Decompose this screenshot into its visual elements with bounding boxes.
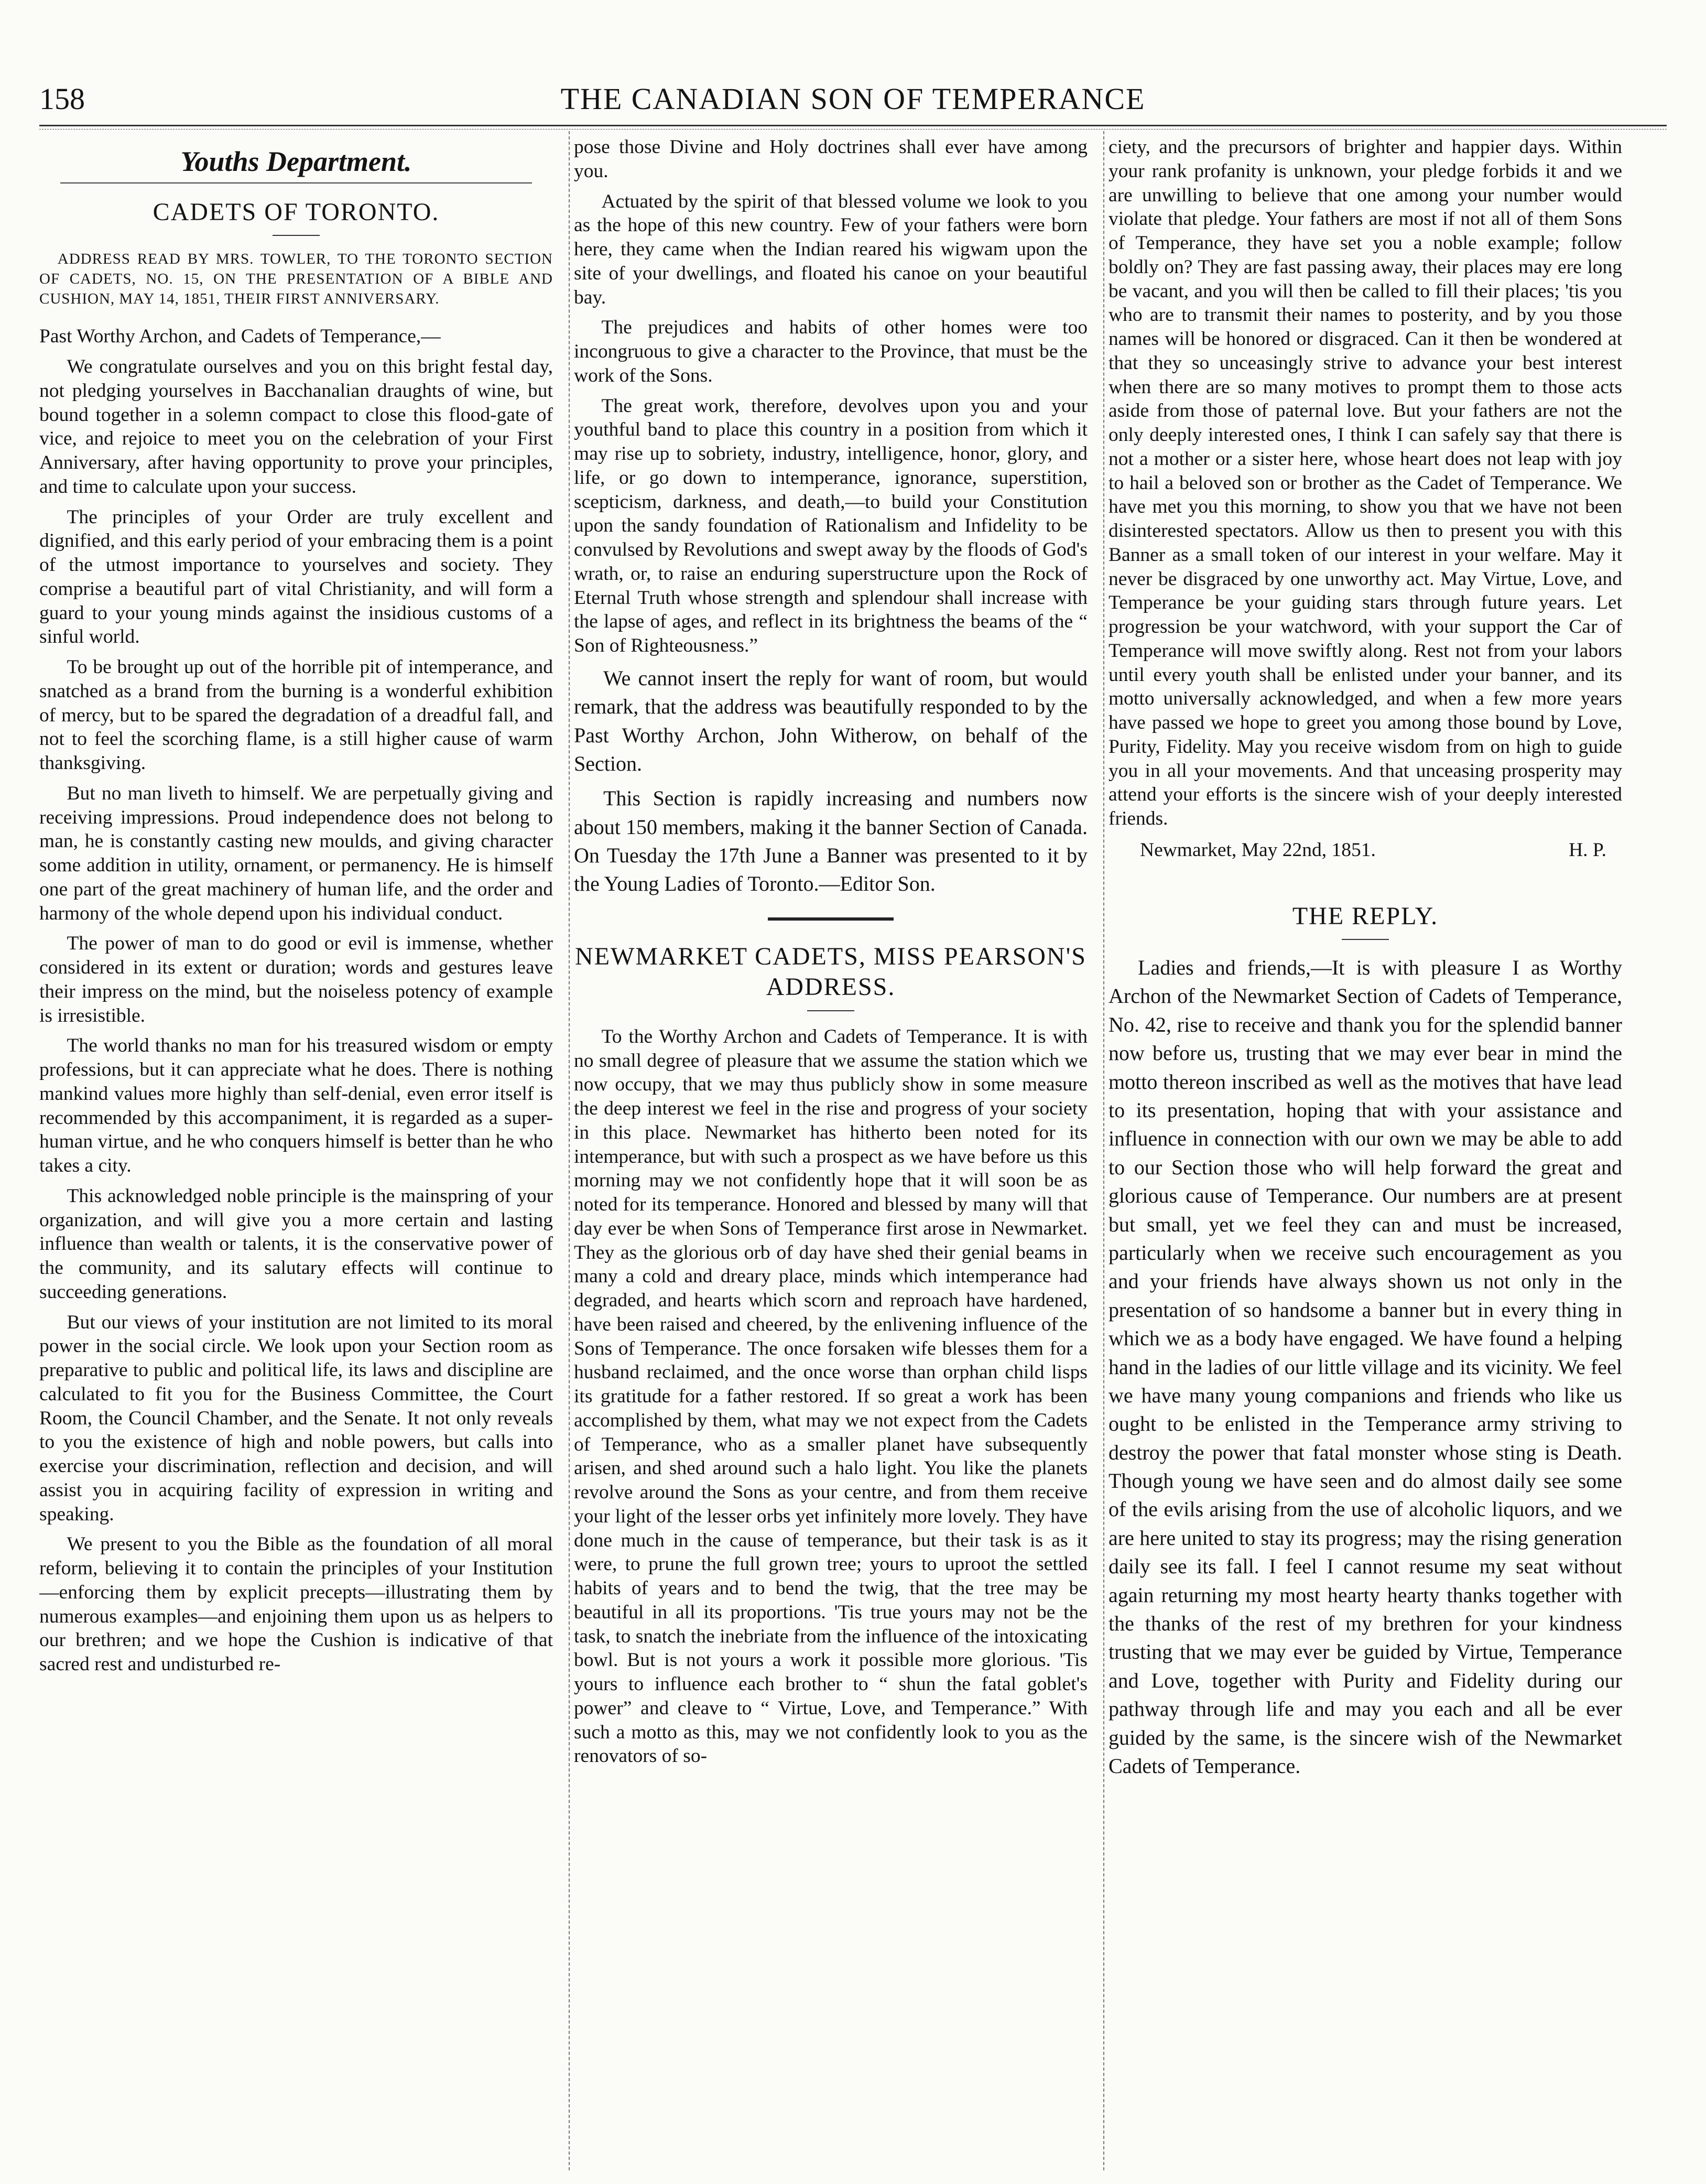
paragraph: The power of man to do good or evil is immense, whether considered in its extent or duration; words and gestures leave their impress on the mind, but the noiseless potency of example is irresistible. bbox=[39, 933, 553, 1026]
signature-line bbox=[1109, 838, 1622, 862]
paragraph: The prejudices and habits of other homes were too incongruous to give a character to the Province, that must be the work of the Sons. bbox=[574, 317, 1088, 386]
header-rule bbox=[39, 125, 1667, 126]
paragraph: The great work, therefore, devolves upon you and your youthful band to place this country in a position from which it may rise up to sobriety, industry, intelligence, honor, glory, and life, or go down to intemperance, ignorance, superstition, scepticism, darkness, and death,—to build your Constitution upon the sandy foundation of Rationalism and Infidelity to be convulsed by Revolutions and swept away by the floods of God's wrath, or, to raise an enduring superstructure upon the Rock of Eternal Truth whose strength and splendour shall increase with the lapse of ages, and reflect in its brightness the beams of the “ Son of Righteousness.” bbox=[574, 395, 1088, 656]
section-rule bbox=[768, 917, 894, 921]
signature-place-date: Newmarket, May 22nd, 1851. bbox=[1140, 839, 1376, 861]
department-heading: Youths Department. bbox=[180, 146, 412, 177]
paragraph: ciety, and the precursors of brighter and happier days. Within your rank profanity is unknown, your pledge forbids it and we are unwilling to believe that one among your number would violate that pledge. Your fathers are most if not all of them Sons of Temperance, they have set you a noble example; follow boldly on? They are fast passing away, their places may ere long be vacant, and you will then be called to fill their places; 'tis you who are to transmit their names to posterity, and by you those names will be honored or disgraced. Can it then be wondered at that they so unceasingly strive to advance your best interest when there are so many motives to prompt them to those acts aside from those of paternal love. But your fathers are not the only deeply interested ones, I think I can safely say that there is not a mother or a sister here, whose heart does not leap with joy to hail a beloved son or brother as the Cadet of Temperance. We have met you this morning, to show you that we have not been disinterested spectators. Allow us then to present you with this Banner as a small token of our interest in your welfare. May it never be disgraced by one unworthy act. May Virtue, Love, and Temperance be your guiding stars through future years. Let progression be your watchword, with your support the Car of Temperance will move swiftly along. Rest not from your labors until every youth shall be enlisted under your banner, and its motto universally acknowledged, and when a few more years have passed we hope to greet you among those bound by Love, Purity, Fidelity. May you receive wisdom from on high to guide you in all your movements. And that unceasing prosperity may attend your efforts is the sincere wish of your deeply interested friends. bbox=[1109, 136, 1622, 829]
paragraph: Ladies and friends,—It is with pleasure I as Worthy Archon of the Newmarket Section of Cadets of Temperance, No. 42, rise to receive and thank you for the splendid banner now before us, trusting that we may ever bear in mind the motto thereon inscribed as well as the motives that have lead to its presentation, hoping that with your assistance and influence in connection with our own we may be able to add to our Section those who will help forward the great and glorious cause of Temperance. Our numbers are at present but small, yet we feel they can and must be increased, particularly when we receive such encouragement as you and your friends have always shown us not only in the presentation of so handsome a banner but in every thing in which we as a body have engaged. We have found a helping hand in the ladies of our little village and its vicinity. We feel we have many young companions and friends who like us ought to be enlisted in the Temperance army striving to destroy the power that fatal monster whose sting is Death. Though young we have seen and do almost daily see some of the evils arising from the use of alcoholic liquors, and we are here united to stay its progress; may the rising generation daily see its fall. I feel I cannot resume my seat without again returning my most hearty hearty thanks together with the thanks of the rest of my brethren for your kindness trusting that we may ever be guided by Virtue, Temperance and Love, together with Purity and Fidelity during our pathway through life and may you each and all be ever guided by the same, is the sincere wish of the Newmarket Cadets of Temperance. bbox=[1109, 956, 1622, 1778]
paragraph: To be brought up out of the horrible pit of intemperance, and snatched as a brand from the burning is a wonderful exhibition of mercy, but to be spared the degradation of a dreadful fall, and not to feel the scorching flame, is a still higher cause of warm thanksgiving. bbox=[39, 656, 553, 774]
department-rule bbox=[60, 182, 532, 183]
paragraph: We cannot insert the reply for want of room, but would remark, that the address was beautifully responded to by the Past Worthy Archon, John Witherow, on behalf of the Section. bbox=[574, 666, 1088, 775]
column-divider-2 bbox=[1103, 131, 1104, 2170]
short-rule bbox=[807, 1010, 854, 1011]
paragraph: We present to you the Bible as the foundation of all moral reform, believing it to contain the principles of your Institution—enforcing them by explicit precepts—illustrating them by numerous examples—and enjoining them upon us as helpers to our brethren; and we hope the Cushion is indicative of that sacred rest and undisturbed re- bbox=[39, 1533, 553, 1675]
paragraph: To the Worthy Archon and Cadets of Temperance. It is with no small degree of pleasure that we assume the station which we now occupy, that we may thus publicly show in some measure the deep interest we feel in the rise and progress of your society in this place. Newmarket has hitherto been noted for its intemperance, but with such a prospect as we have before us this morning may we not confidently hope that it will soon be as noted for its temperance. Honored and blessed by many will that day ever be when Sons of Temperance first arose in Newmarket. They as the glorious orb of day have shed their genial beams in many a cold and dreary place, minds which intemperance had degraded, and hearts which scorn and reproach have hardened, have been raised and cheered, by the enlivening influence of the Sons of Temperance. The once forsaken wife blesses them for a husband reclaimed, and the once worse than orphan child lisps its gratitude for a father restored. If so great a work has been accomplished by them, what may we not expect from the Cadets of Temperance, who as a smaller planet have subsequently arisen, and shed around such a halo light. You like the planets revolve around the Sons as your centre, and from them receive your light of the lesser orbs yet infinitely more lovely. They have done much in the cause of temperance, but their task is as it were, to prune the full grown tree; yours to uproot the settled habits of years and to bend the twig, that the tree may be beautiful in all its proportions. 'Tis true yours may not be the task, to snatch the inebriate from the influence of the intoxicating bowl. But is not yours a work it possible more glorious. 'Tis yours to influence each brother to “ shun the fatal goblet's power” and cleave to “ Virtue, Love, and Temperance.” With such a motto as this, may we not confidently look to you as the renovators of so- bbox=[574, 1025, 1088, 1767]
column-1 bbox=[39, 135, 553, 2169]
paragraph: Actuated by the spirit of that blessed volume we look to you as the hope of this new country. Few of your fathers were born here, they came when the Indian reared his wigwam upon the site of your dwellings, and floated his canoe on your beautiful bay. bbox=[574, 190, 1088, 308]
short-rule bbox=[273, 235, 320, 236]
article-caption: ADDRESS READ BY MRS. TOWLER, TO THE TORONTO SECTION OF CADETS, NO. 15, ON THE PRESENTATION OF A BIBLE AND CUSHION, MAY 14, 1851, THEIR FIRST ANNIVERSARY. bbox=[39, 251, 553, 307]
page-header bbox=[39, 81, 1667, 123]
column-divider-1 bbox=[569, 131, 570, 2170]
column-3 bbox=[1109, 135, 1622, 2169]
short-rule bbox=[1342, 939, 1389, 940]
paragraph: This Section is rapidly increasing and numbers now about 150 members, making it the banner Section of Canada. On Tuesday the 17th June a Banner was presented to it by the Young Ladies of Toronto.—Editor Son. bbox=[574, 786, 1088, 896]
continuation-paragraph: pose those Divine and Holy doctrines shall ever have among you. bbox=[574, 136, 1088, 182]
signature-initials: H. P. bbox=[1569, 839, 1606, 861]
paragraph: The world thanks no man for his treasured wisdom or empty professions, but it can appreciate what he does. There is nothing mankind values more highly than self-denial, even error itself is recommended by this accompaniment, it is regarded as a super-human virtue, and he who conquers himself is better than he who takes a city. bbox=[39, 1035, 553, 1177]
paragraph: The principles of your Order are truly excellent and dignified, and this early period of your embracing them is a point of the utmost importance to yourselves and society. They comprise a beautiful part of vital Christianity, and will form a guard to your young minds against the insidious customs of a sinful world. bbox=[39, 506, 553, 648]
article-heading-toronto: CADETS OF TORONTO. bbox=[153, 198, 440, 226]
article-heading-reply: THE REPLY. bbox=[1292, 902, 1439, 930]
paragraph: But no man liveth to himself. We are perpetually giving and receiving impressions. Proud independence does not belong to man, he is constantly casting new moulds, and giving character some addition in utility, ornament, or permanency. He is himself one part of the great machinery of human life, and the order and harmony of the whole depend upon his individual conduct. bbox=[39, 782, 553, 924]
article-heading-newmarket: NEWMARKET CADETS, MISS PEARSON'S ADDRESS. bbox=[575, 942, 1086, 1001]
column-2 bbox=[574, 135, 1088, 2169]
page-number: 158 bbox=[39, 82, 85, 116]
paragraph: We congratulate ourselves and you on this bright festal day, not pledging yourselves in Bacchanalian draughts of wine, but bound together in a solemn compact to close this flood-gate of vice, and rejoice to meet you on the celebration of your First Anniversary, after having opportunity to prove your principles, and time to calculate upon your success. bbox=[39, 356, 553, 498]
newspaper-title: THE CANADIAN SON OF TEMPERANCE bbox=[560, 82, 1146, 116]
paragraph: But our views of your institution are not limited to its moral power in the social circle. We look upon your Section room as preparative to public and political life, its laws and discipline are calculated to fit you for the Business Committee, the Court Room, the Council Chamber, and the Senate. It not only reveals to you the existence of high and noble powers, but calls into exercise your discrimination, reflection and decision, and will assist you in acquiring facility of expression in writing and speaking. bbox=[39, 1311, 553, 1525]
paragraph: This acknowledged noble principle is the mainspring of your organization, and will give you a more certain and lasting influence than wealth or talents, it is the conservative power of the community, and its salutary effects will continue to succeeding generations. bbox=[39, 1185, 553, 1303]
salutation: Past Worthy Archon, and Cadets of Temperance,— bbox=[39, 326, 441, 348]
